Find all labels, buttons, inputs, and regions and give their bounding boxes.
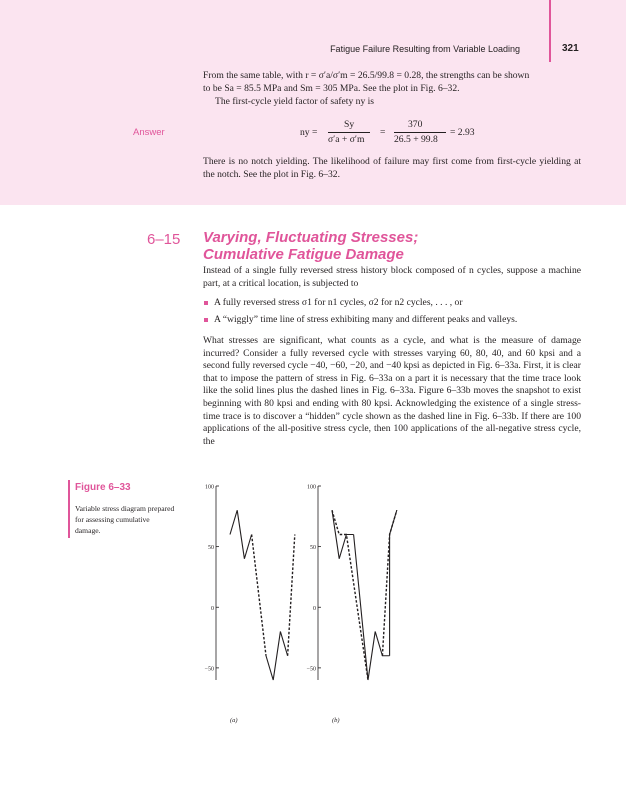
y-tick-label: 100 — [307, 484, 316, 491]
solid-series-line — [230, 510, 252, 559]
fraction-bar-1 — [328, 132, 370, 133]
eq-numerator-1: Sy — [344, 119, 355, 130]
solid-series-line — [266, 632, 288, 681]
y-tick-label: 0 — [313, 605, 316, 612]
eq-denominator-1: σ′a + σ′m — [328, 134, 365, 145]
y-tick-label: 0 — [211, 605, 214, 612]
panel-label: (a) — [230, 717, 238, 724]
section-title-line-2: Cumulative Fatigue Damage — [203, 246, 404, 263]
bullet-text: A “wiggly” time line of stress exhibiting many and different peaks and valleys. — [214, 314, 518, 325]
solution-para-1 — [203, 70, 581, 95]
solid-series-line — [354, 535, 390, 681]
section-title-line-1: Varying, Fluctuating Stresses; — [203, 229, 419, 246]
answer-label: Answer — [133, 127, 165, 138]
solution-para-2: The first-cycle yield factor of safety ny is — [215, 96, 375, 107]
eq-lhs: ny = — [300, 127, 318, 138]
figure-caption: Variable stress diagram prepared for assessing cumulative damage. — [75, 504, 175, 535]
y-tick-label: 100 — [205, 484, 214, 491]
bullet-item-1 — [204, 297, 463, 310]
section-intro: Instead of a single fully reversed stress history block composed of n cycles, suppose a machine part, at a critical location, is subjected to — [203, 265, 581, 289]
section-title — [203, 229, 418, 263]
dashed-series-line — [252, 535, 266, 656]
solution-line-1: From the same table, with r = σ′a/σ′m = 26.5/99.8 = 0.28, the strengths can be shown — [203, 70, 530, 81]
solid-series-line — [390, 510, 397, 656]
header-rule — [549, 0, 551, 62]
dashed-series-line — [332, 510, 368, 680]
safety-factor-equation — [300, 119, 475, 147]
running-head: Fatigue Failure Resulting from Variable Loading — [330, 44, 520, 54]
figure-label: Figure 6–33 — [75, 482, 131, 493]
eq-denominator-2: 26.5 + 99.8 — [394, 134, 438, 145]
bullet-marker — [204, 318, 208, 322]
page-number: 321 — [562, 43, 579, 54]
bullet-text: A fully reversed stress σ1 for n1 cycles, σ2 for n2 cycles, . . . , or — [214, 297, 463, 308]
panel-label: (b) — [332, 717, 340, 724]
y-tick-label: 50 — [208, 545, 214, 552]
bullet-marker — [204, 301, 208, 305]
section-body: What stresses are significant, what counts as a cycle, and what is the measure of damage incurred? Consider a fully reversed cycle with stresses varying 60, 80, 40, and 60 kpsi and a second fully reversed cycle −40, −60, −20, and −40 kpsi as depicted in Fig. 6–33a. First, it is clear that to impose the pattern of stress in Fig. 6–33a on a part it is necessary that the time trace look like the solid lines plus the dashed lines in Fig. 6–33a. Figure 6–33b moves the snapshot to exist beginning with 80 kpsi and ending with 80 kpsi. Acknowledging the existence of a single stress-time trace is to discover a “hidden” cycle shown as the dashed line in Fig. 6–33b. If there are 100 applications of the all-positive stress cycle, then 100 applications of the all-negative stress cycle, the — [203, 335, 581, 447]
dashed-series-line — [288, 535, 295, 656]
y-tick-label: −50 — [306, 666, 316, 673]
eq-equals: = — [380, 127, 386, 138]
bullet-item-2 — [204, 314, 517, 327]
section-number: 6–15 — [147, 231, 181, 248]
eq-result: = 2.93 — [450, 127, 475, 138]
solid-series-line — [332, 510, 354, 559]
y-tick-label: 50 — [310, 545, 316, 552]
eq-numerator-2: 370 — [408, 119, 423, 130]
solution-para-3: There is no notch yielding. The likelihood of failure may first come from first-cycle yielding at the notch. See the plot in Fig. 6–32. — [203, 156, 581, 180]
fraction-bar-2 — [394, 132, 446, 133]
stress-plot-a — [196, 474, 306, 730]
y-tick-label: −50 — [204, 666, 214, 673]
figure-rule — [68, 480, 70, 538]
solution-line-2: to be Sa = 85.5 MPa and Sm = 305 MPa. See the plot in Fig. 6–32. — [203, 82, 460, 94]
stress-plot-b — [298, 474, 408, 730]
